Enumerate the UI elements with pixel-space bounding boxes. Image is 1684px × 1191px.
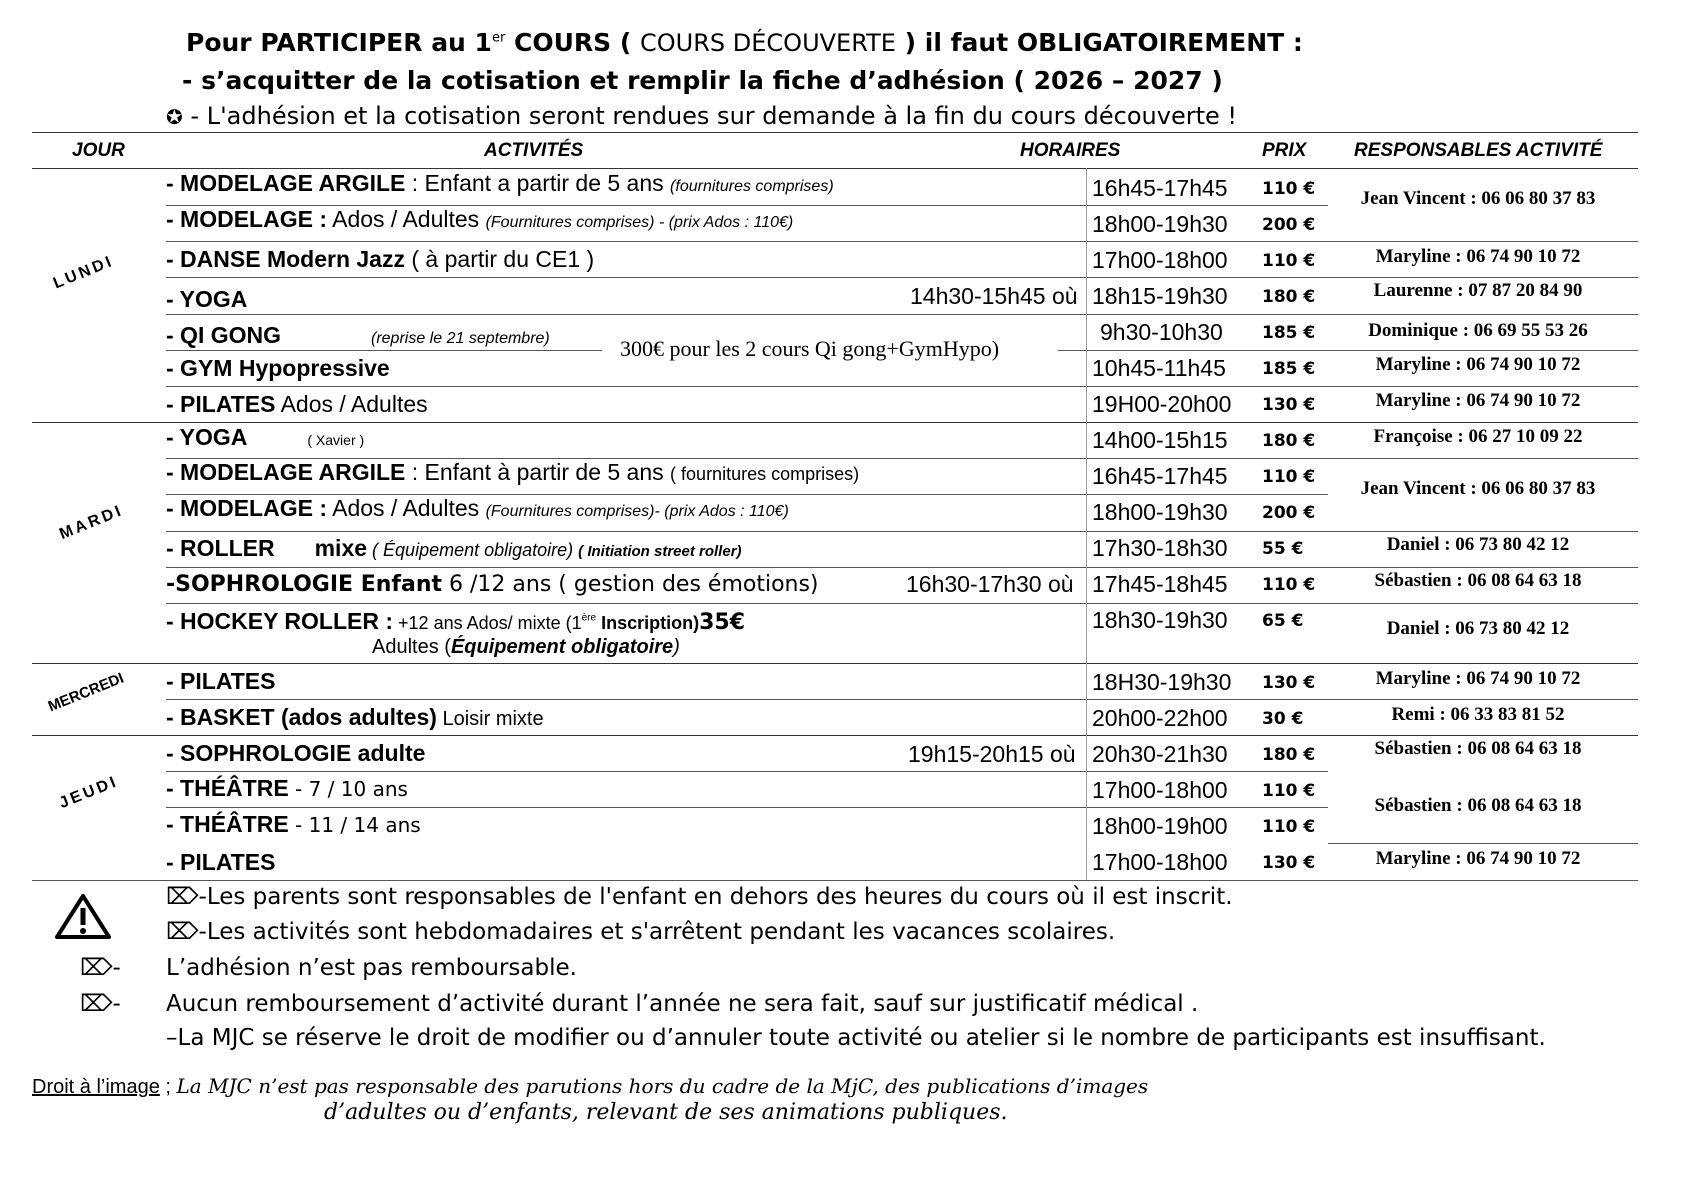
day-jeudi: JEUDI xyxy=(56,773,121,813)
activity-hockey-roller-line2 xyxy=(372,636,680,659)
note-line xyxy=(166,884,1233,910)
responsable: Daniel : 06 73 80 42 12 xyxy=(1386,618,1570,639)
time-slot: 18h15-19h30 xyxy=(1092,283,1228,309)
activity-title: - PILATES xyxy=(166,849,276,875)
activity-note: (Fournitures comprises)- (prix Ados : 110€) xyxy=(485,503,789,520)
row-divider xyxy=(166,567,1638,568)
alt-time-slot: 14h30-15h45 où xyxy=(910,283,1078,309)
footer-line-1 xyxy=(32,1074,1148,1099)
horaires-divider xyxy=(1086,168,1087,880)
header-line-3 xyxy=(166,102,1237,130)
alt-time-slot: 16h30-17h30 où xyxy=(906,571,1074,597)
time-slot: 14h00-15h15 xyxy=(1092,427,1228,453)
time-slot: 17h45-18h45 xyxy=(1092,571,1228,597)
activity-note: ( Équipement obligatoire) xyxy=(367,540,579,560)
row-divider xyxy=(166,314,1638,315)
droit-image-label: Droit à l’image xyxy=(32,1076,160,1098)
responsable: Jean Vincent : 06 06 80 37 83 xyxy=(1360,478,1596,499)
activity-note: Équipement obligatoire xyxy=(450,636,674,658)
activity-title: - YOGA xyxy=(166,424,248,450)
erase-icon: ⌦- xyxy=(166,884,207,910)
note-text: Aucun remboursement d’activité durant l’année ne sera fait, sauf sur justificatif médical . xyxy=(166,991,1199,1017)
responsable: Sébastien : 06 08 64 63 18 xyxy=(1374,570,1582,591)
activity-theatre xyxy=(166,775,408,802)
day-divider xyxy=(32,422,1638,423)
activity-sophrologie-enfant xyxy=(166,572,819,597)
activity-detail: Ados / Adultes xyxy=(327,206,486,232)
price: 185 € xyxy=(1262,323,1316,343)
activity-gym-hypopressive xyxy=(166,355,390,382)
footer-line-2: d’adultes ou d’enfants, relevant de ses animations publiques. xyxy=(324,1100,1008,1125)
activity-yoga xyxy=(166,286,247,313)
price: 65 € xyxy=(1262,611,1304,631)
col-jour: JOUR xyxy=(72,140,125,161)
activity-pilates xyxy=(166,849,275,876)
activity-note: (fournitures comprises) xyxy=(670,178,834,195)
activity-title: - MODELAGE ARGILE xyxy=(166,170,406,196)
activity-modelage xyxy=(166,206,793,233)
activity-detail: Ados / Adultes xyxy=(275,391,428,417)
time-slot: 18h00-19h30 xyxy=(1092,499,1228,525)
responsable: Remi : 06 33 83 81 52 xyxy=(1391,704,1565,725)
time-slot: 18h00-19h30 xyxy=(1092,211,1228,237)
activity-theatre xyxy=(166,811,421,838)
activity-detail: : Enfant à partir de 5 ans xyxy=(405,459,671,485)
activity-title: - BASKET (ados adultes) xyxy=(166,704,437,730)
row-divider xyxy=(1058,350,1638,351)
time-slot: 17h30-18h30 xyxy=(1092,535,1228,561)
activity-pilates xyxy=(166,668,275,695)
activity-title: mixe xyxy=(314,535,368,561)
activity-detail: ) xyxy=(673,636,680,658)
time-slot: 16h45-17h45 xyxy=(1092,463,1228,489)
time-slot: 17h00-18h00 xyxy=(1092,849,1228,875)
activity-title: - PILATES xyxy=(166,668,276,694)
row-divider xyxy=(166,699,1638,700)
header-text: COURS ( xyxy=(505,28,641,57)
activity-detail: Adultes ( xyxy=(372,636,451,658)
price: 200 € xyxy=(1262,215,1316,235)
header-row-border xyxy=(32,168,1638,169)
activity-danse xyxy=(166,246,594,273)
activity-pilates xyxy=(166,391,428,418)
note-text: Les parents sont responsables de l'enfant en dehors des heures du cours où il est inscrit. xyxy=(206,884,1233,910)
activity-basket xyxy=(166,704,544,731)
price: 185 € xyxy=(1262,359,1316,379)
col-horaires: HORAIRES xyxy=(1020,140,1121,161)
activity-note: (reprise le 21 septembre) xyxy=(371,330,550,347)
time-slot: 9h30-10h30 xyxy=(1100,319,1223,345)
warning-icon xyxy=(54,892,112,940)
responsable: Dominique : 06 69 55 53 26 xyxy=(1368,320,1588,341)
price: 130 € xyxy=(1262,853,1316,873)
activity-title: - QI GONG xyxy=(166,322,281,348)
responsable: Maryline : 06 74 90 10 72 xyxy=(1375,246,1581,267)
activity-sophrologie-adulte xyxy=(166,740,425,767)
activity-note: ( Xavier ) xyxy=(307,432,365,448)
time-slot: 10h45-11h45 xyxy=(1092,355,1226,381)
time-slot: 17h00-18h00 xyxy=(1092,777,1228,803)
responsable: Maryline : 06 74 90 10 72 xyxy=(1375,848,1581,869)
day-divider xyxy=(32,663,1638,664)
activity-detail: - 11 / 14 ans xyxy=(288,813,421,837)
price: 110 € xyxy=(1262,817,1316,837)
table-bottom-border xyxy=(32,880,1638,881)
time-slot: 16h45-17h45 xyxy=(1092,175,1228,201)
activity-title: - PILATES xyxy=(166,391,276,417)
erase-icon: ⌦- xyxy=(166,919,207,945)
price: 110 € xyxy=(1262,251,1316,271)
price: 130 € xyxy=(1262,395,1316,415)
activity-modelage xyxy=(166,495,789,522)
header-line-3-text: - L'adhésion et la cotisation seront rendues sur demande à la fin du cours découverte ! xyxy=(190,102,1238,130)
price: 180 € xyxy=(1262,431,1316,451)
activity-detail: Ados / Adultes xyxy=(327,495,486,521)
col-activites: ACTIVITÉS xyxy=(484,140,584,161)
footer-sep: ; xyxy=(159,1076,177,1098)
col-prix: PRIX xyxy=(1262,140,1307,161)
responsable: Sébastien : 06 08 64 63 18 xyxy=(1374,738,1582,759)
price: 110 € xyxy=(1262,575,1316,595)
row-divider xyxy=(166,531,1638,532)
activity-price-note: 35€ xyxy=(699,610,746,635)
row-divider xyxy=(166,386,1638,387)
header-line-2: - s’acquitter de la cotisation et remplir la fiche d’adhésion ( 2026 – 2027 ) xyxy=(182,66,1223,95)
alt-time-slot: 19h15-20h15 où xyxy=(908,741,1076,767)
price: 180 € xyxy=(1262,287,1316,307)
time-slot: 18h30-19h30 xyxy=(1092,607,1228,633)
col-responsables: RESPONSABLES ACTIVITÉ xyxy=(1354,140,1603,161)
price: 110 € xyxy=(1262,467,1316,487)
price: 180 € xyxy=(1262,745,1316,765)
activity-title: - SOPHROLOGIE adulte xyxy=(166,740,426,766)
row-divider xyxy=(166,277,1638,278)
combo-price-note: 300€ pour les 2 cours Qi gong+GymHypo) xyxy=(620,336,1000,361)
erase-icon: ⌦- xyxy=(80,955,121,981)
activity-detail: - 7 / 10 ans xyxy=(288,777,408,801)
header-text: ) il faut OBLIGATOIREMENT : xyxy=(895,28,1303,57)
erase-icon: ⌦- xyxy=(80,991,121,1017)
activity-qi-gong xyxy=(166,322,550,349)
activity-detail: Inscription) xyxy=(596,613,700,633)
row-divider xyxy=(166,241,1638,242)
activity-detail: Loisir mixte xyxy=(436,708,544,730)
table-top-border xyxy=(32,132,1638,133)
row-divider xyxy=(166,603,1638,604)
activity-yoga xyxy=(166,424,364,451)
activity-hockey-roller xyxy=(166,608,745,635)
header-sup: er xyxy=(491,30,506,46)
row-divider xyxy=(166,807,1328,808)
activity-detail: : Enfant a partir de 5 ans xyxy=(405,170,671,196)
note-text: –La MJC se réserve le droit de modifier ou d’annuler toute activité ou atelier si le nombre de participants est insuffisant. xyxy=(166,1025,1546,1051)
time-slot: 18h00-19h00 xyxy=(1092,813,1228,839)
activity-title: - MODELAGE : xyxy=(166,206,327,232)
activity-title: - GYM Hypopressive xyxy=(166,355,390,381)
time-slot: 18H30-19h30 xyxy=(1092,669,1232,695)
activity-modelage-argile xyxy=(166,459,859,486)
activity-detail: 6 /12 ans ( gestion des émotions) xyxy=(442,572,819,597)
activity-title: - THÉÂTRE xyxy=(166,775,289,801)
responsable: Françoise : 06 27 10 09 22 xyxy=(1373,426,1583,447)
activity-title: - YOGA xyxy=(166,286,248,312)
activity-sup: ère xyxy=(581,612,597,624)
day-lundi: LUNDI xyxy=(50,252,117,293)
note-text: Les activités sont hebdomadaires et s'arrêtent pendant les vacances scolaires. xyxy=(206,919,1116,945)
activity-note: ( Initiation street roller) xyxy=(578,543,742,560)
day-mercredi: MERCREDI xyxy=(45,669,127,716)
price: 30 € xyxy=(1262,709,1304,729)
price: 200 € xyxy=(1262,503,1316,523)
price: 130 € xyxy=(1262,673,1316,693)
time-slot: 20h00-22h00 xyxy=(1092,705,1228,731)
activity-title: -SOPHROLOGIE Enfant xyxy=(166,572,443,597)
row-divider xyxy=(166,771,1328,772)
activity-roller xyxy=(166,535,742,562)
activity-title: - MODELAGE : xyxy=(166,495,327,521)
activity-detail: +12 ans Ados/ mixte (1 xyxy=(393,613,582,633)
responsable: Jean Vincent : 06 06 80 37 83 xyxy=(1360,188,1596,209)
price: 110 € xyxy=(1262,781,1316,801)
price: 110 € xyxy=(1262,179,1316,199)
responsable: Maryline : 06 74 90 10 72 xyxy=(1375,668,1581,689)
day-divider xyxy=(32,735,1638,736)
day-mardi: MARDI xyxy=(57,502,126,544)
activity-title: - HOCKEY ROLLER : xyxy=(166,608,394,634)
activity-modelage-argile xyxy=(166,170,834,197)
footer-text: La MJC n’est pas responsable des parutions hors du cadre de la MjC, des publications d’images xyxy=(176,1074,1149,1098)
star-icon: ✪ xyxy=(166,105,183,129)
activity-title: - ROLLER xyxy=(166,535,275,561)
responsable: Laurenne : 07 87 20 84 90 xyxy=(1373,280,1583,301)
row-divider xyxy=(1328,843,1638,844)
responsable: Daniel : 06 73 80 42 12 xyxy=(1386,534,1570,555)
row-divider xyxy=(166,350,602,351)
activity-title: - MODELAGE ARGILE xyxy=(166,459,406,485)
activity-title: - DANSE Modern Jazz xyxy=(166,246,405,272)
responsable: Maryline : 06 74 90 10 72 xyxy=(1375,354,1581,375)
responsable: Maryline : 06 74 90 10 72 xyxy=(1375,390,1581,411)
price: 55 € xyxy=(1262,539,1304,559)
time-slot: 17h00-18h00 xyxy=(1092,247,1228,273)
header-text: Pour PARTICIPER au 1 xyxy=(186,28,492,57)
responsable: Sébastien : 06 08 64 63 18 xyxy=(1374,795,1582,816)
header-cours-decouverte: COURS DÉCOUVERTE xyxy=(640,29,896,57)
activity-title: - THÉÂTRE xyxy=(166,811,289,837)
activity-note: (Fournitures comprises) - (prix Ados : 110€) xyxy=(485,214,794,231)
time-slot: 20h30-21h30 xyxy=(1092,741,1228,767)
header-line-1 xyxy=(186,28,1303,57)
time-slot: 19H00-20h00 xyxy=(1092,391,1232,417)
activity-note: ( fournitures comprises) xyxy=(670,464,860,484)
activity-detail: ( à partir du CE1 ) xyxy=(404,246,595,272)
note-text: L’adhésion n’est pas remboursable. xyxy=(166,955,577,981)
note-line xyxy=(166,919,1115,945)
